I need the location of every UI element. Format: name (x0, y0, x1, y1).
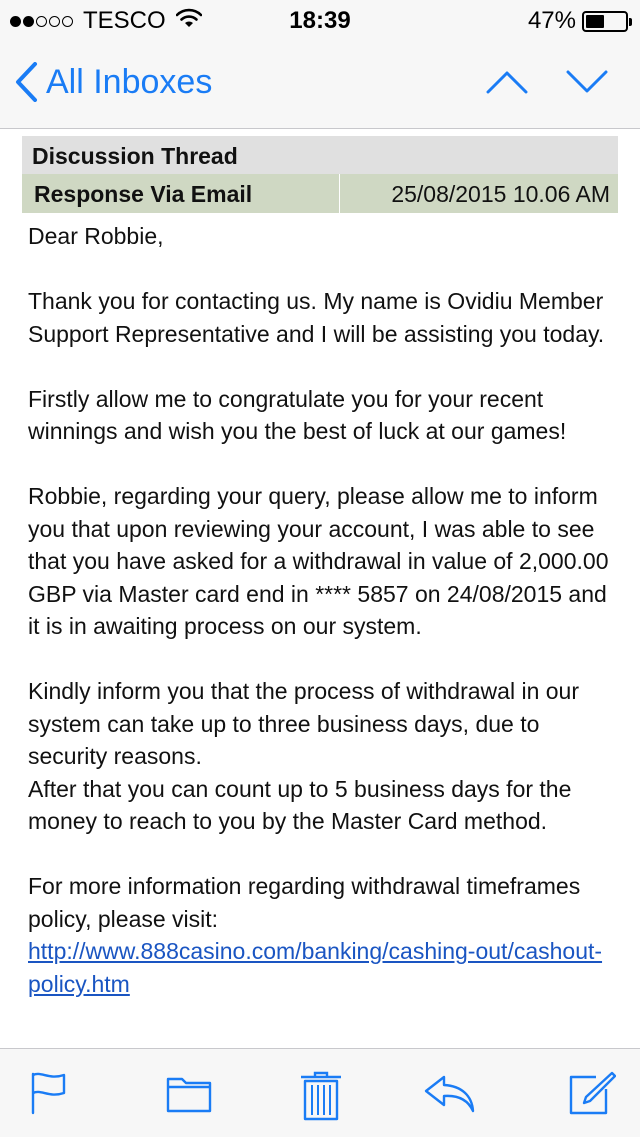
cashout-policy-link[interactable]: http://www.888casino.com/banking/cashing-out/cashout-policy.htm (28, 938, 603, 997)
flag-button[interactable] (28, 1071, 68, 1120)
response-row (22, 174, 618, 213)
carrier-name: TESCO (83, 7, 166, 34)
status-bar (0, 0, 640, 40)
email-body (28, 220, 618, 1000)
battery-icon (582, 11, 628, 32)
trash-icon (300, 1071, 342, 1121)
battery-percent: 47% (527, 7, 576, 34)
back-button-label: All Inboxes (46, 62, 213, 101)
chevron-left-icon (14, 62, 38, 102)
message-content[interactable] (0, 129, 640, 1048)
greeting: Dear Robbie, (28, 223, 164, 249)
battery-tip (629, 18, 632, 26)
folder-icon (166, 1071, 212, 1115)
back-button[interactable] (14, 62, 212, 102)
bottom-toolbar (0, 1048, 640, 1137)
paragraph-congratulations: Firstly allow me to congratulate you for your recent winnings and wish you the best of luck at our games! (28, 385, 567, 444)
paragraph-processing-time: Kindly inform you that the process of withdrawal in our system can take up to three business days, due to security reasons. (28, 678, 579, 769)
next-message-button[interactable] (566, 68, 608, 101)
clock: 18:39 (289, 7, 351, 34)
flag-icon (28, 1071, 68, 1115)
reply-icon (422, 1071, 476, 1115)
paragraph-intro: Thank you for contacting us. My name is Ovidiu Member Support Representative and I will be assisting you today. (28, 288, 605, 347)
delete-button[interactable] (300, 1071, 342, 1126)
compose-icon (568, 1071, 616, 1115)
response-date: 25/08/2015 10.06 AM (391, 181, 610, 207)
reply-button[interactable] (422, 1071, 476, 1120)
chevron-up-icon (486, 68, 528, 96)
discussion-thread-header: Discussion Thread (22, 136, 618, 174)
move-to-folder-button[interactable] (166, 1071, 212, 1120)
status-right (528, 7, 628, 35)
paragraph-withdrawal-status: Robbie, regarding your query, please allow me to inform you that upon reviewing your account, I was able to see that you have asked for a withdrawal in value of 2,000.00 GBP via Master card end in **** 5857 on 24/08/2015 and it is in awaiting process on our system. (28, 483, 609, 639)
paragraph-more-info: For more information regarding withdrawal timeframes policy, please visit: (28, 873, 581, 932)
chevron-down-icon (566, 68, 608, 96)
previous-message-button[interactable] (486, 68, 528, 101)
paragraph-card-time: After that you can count up to 5 business days for the money to reach to you by the Master Card method. (28, 775, 572, 834)
navigation-bar (0, 40, 640, 129)
battery-level (586, 15, 604, 28)
compose-button[interactable] (568, 1071, 616, 1120)
response-label: Response Via Email (22, 174, 340, 213)
